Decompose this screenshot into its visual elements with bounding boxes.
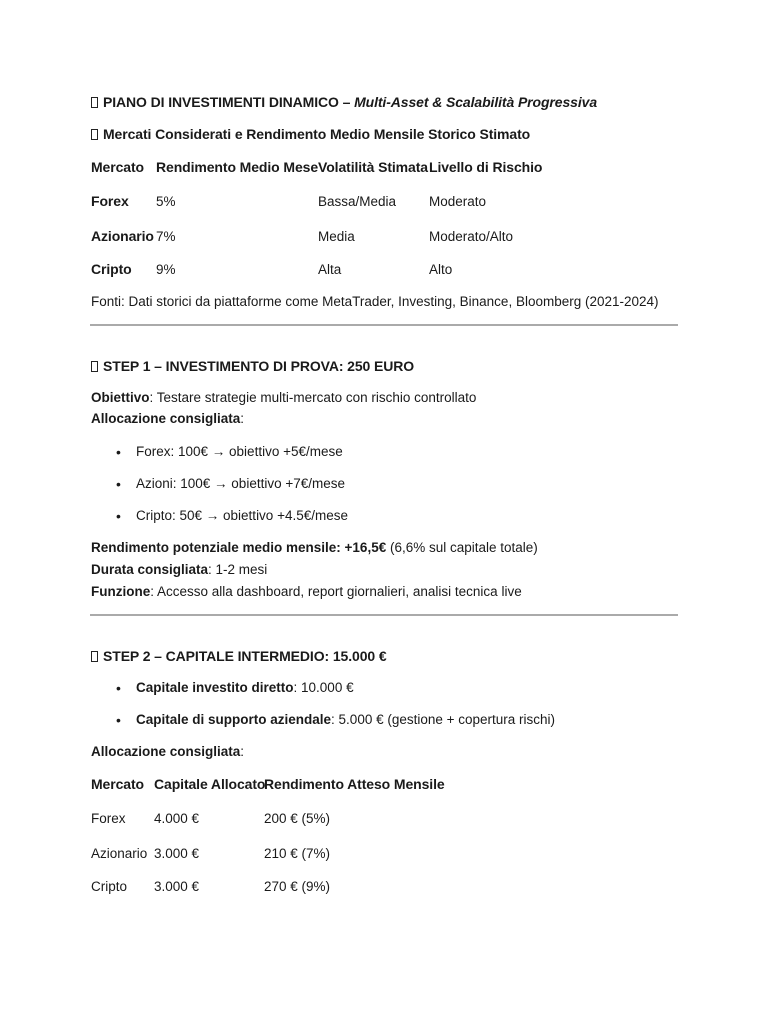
allocation-colon: : [240, 411, 245, 426]
step2-allocation [91, 744, 244, 759]
alloc-row-return: 200 € (5%) [264, 811, 331, 826]
markets-header-mercato: Mercato [91, 159, 144, 175]
markets-row-volatility: Alta [318, 262, 342, 277]
yield-note: (6,6% sul capitale totale) [386, 540, 538, 555]
bullet-icon: • [116, 712, 121, 728]
markets-heading-text: Mercati Considerati e Rendimento Medio Mensile Storico Stimato [103, 126, 531, 142]
markets-row-market: Azionario [91, 228, 154, 244]
alloc-header-mercato: Mercato [91, 776, 144, 792]
step1-heading [91, 358, 414, 374]
alloc-header-rendimento: Rendimento Atteso Mensile [264, 776, 445, 792]
list-item: Forex: 100€ → obiettivo +5€/mese [136, 444, 343, 459]
allocation-label: Allocazione consigliata [91, 744, 241, 759]
sources-note: Fonti: Dati storici da piattaforme come MetaTrader, Investing, Binance, Bloomberg (2021-2024) [91, 294, 659, 309]
markets-row-risk: Alto [429, 262, 453, 277]
markets-row-volatility: Media [318, 229, 355, 244]
list-item [136, 680, 354, 695]
capital-support-label: Capitale di supporto aziendale [136, 712, 332, 727]
alloc-header-capitale: Capitale Allocato [154, 776, 266, 792]
capital-support-text: : 5.000 € (gestione + copertura rischi) [331, 712, 556, 727]
allocation-label: Allocazione consigliata [91, 411, 241, 426]
function-label: Funzione [91, 584, 151, 599]
capital-direct-text: : 10.000 € [293, 680, 354, 695]
capital-direct-label: Capitale investito diretto [136, 680, 294, 695]
step1-objective [91, 390, 476, 405]
markets-header-rischio: Livello di Rischio [429, 159, 543, 175]
list-item: Cripto: 50€ → obiettivo +4.5€/mese [136, 508, 348, 523]
step1-allocation [91, 411, 244, 426]
list-item [136, 712, 555, 727]
yield-value: : +16,5€ [336, 540, 387, 555]
bullet-icon: • [116, 508, 121, 524]
list-item: Azioni: 100€ → obiettivo +7€/mese [136, 476, 345, 491]
divider [90, 324, 678, 326]
divider [90, 614, 678, 616]
markets-row-yield: 9% [156, 262, 176, 277]
objective-label: Obiettivo [91, 390, 150, 405]
alloc-row-capital: 3.000 € [154, 846, 200, 861]
step2-heading-text: STEP 2 – CAPITALE INTERMEDIO: 15.000 € [103, 648, 387, 664]
objective-text: : Testare strategie multi-mercato con rischio controllato [149, 390, 477, 405]
missing-glyph-icon [91, 97, 98, 108]
missing-glyph-icon [91, 129, 98, 140]
step1-duration [91, 562, 267, 577]
markets-header-rendimento: Rendimento Medio Mese [156, 159, 319, 175]
bullet-icon: • [116, 476, 121, 492]
alloc-row-return: 270 € (9%) [264, 879, 331, 894]
duration-label: Durata consigliata [91, 562, 209, 577]
alloc-row-market: Forex [91, 811, 126, 826]
step2-heading [91, 648, 387, 664]
title-subtitle: Multi-Asset & Scalabilità Progressiva [354, 94, 598, 110]
step1-function [91, 584, 522, 599]
bullet-icon: • [116, 444, 121, 460]
alloc-row-market: Cripto [91, 879, 128, 894]
missing-glyph-icon [91, 361, 98, 372]
markets-row-yield: 5% [156, 194, 176, 209]
markets-row-yield: 7% [156, 229, 176, 244]
duration-text: : 1-2 mesi [208, 562, 268, 577]
markets-row-volatility: Bassa/Media [318, 194, 397, 209]
step1-heading-text: STEP 1 – INVESTIMENTO DI PROVA: 250 EURO [103, 358, 415, 374]
missing-glyph-icon [91, 651, 98, 662]
document-title [91, 94, 597, 110]
alloc-row-capital: 3.000 € [154, 879, 200, 894]
function-text: : Accesso alla dashboard, report giornalieri, analisi tecnica live [150, 584, 522, 599]
alloc-row-return: 210 € (7%) [264, 846, 331, 861]
yield-label: Rendimento potenziale medio mensile [91, 540, 337, 555]
alloc-row-capital: 4.000 € [154, 811, 200, 826]
markets-row-risk: Moderato/Alto [429, 229, 514, 244]
markets-row-risk: Moderato [429, 194, 487, 209]
step1-yield [91, 540, 538, 555]
allocation-colon: : [240, 744, 245, 759]
title-main: PIANO DI INVESTIMENTI DINAMICO – [103, 94, 355, 110]
markets-header-volatilita: Volatilità Stimata [318, 159, 428, 175]
bullet-icon: • [116, 680, 121, 696]
markets-heading [91, 126, 530, 142]
markets-row-market: Cripto [91, 261, 132, 277]
alloc-row-market: Azionario [91, 846, 148, 861]
markets-row-market: Forex [91, 193, 129, 209]
